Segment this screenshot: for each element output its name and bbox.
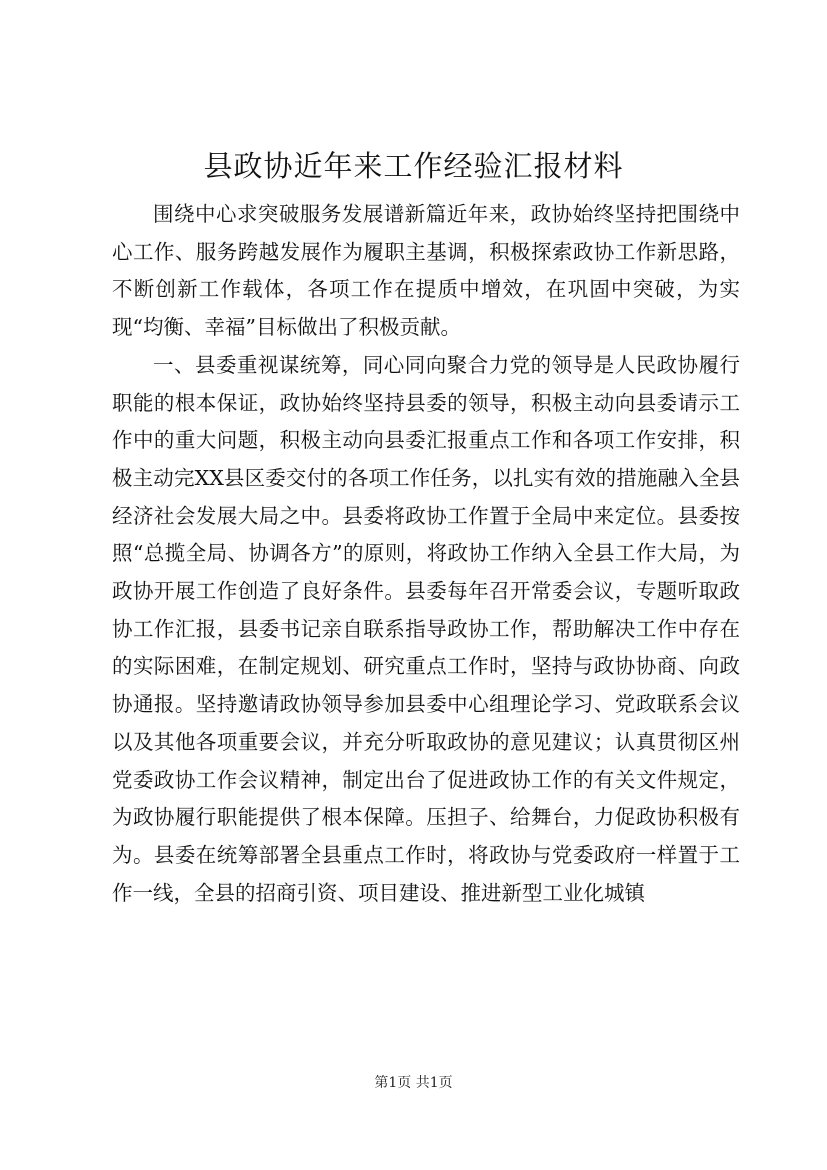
paragraph-1: 围绕中心求突破服务发展谱新篇近年来，政协始终坚持把围绕中心工作、服务跨越发展作为履职主基调，积极探索政协工作新思路，不断创新工作载体，各项工作在提质中增效，在巩固中突破，为实现“均衡、幸福”目标做出了积极贡献。 bbox=[112, 202, 740, 340]
document-body bbox=[112, 196, 740, 912]
paragraph-2: 一、县委重视谋统筹，同心同向聚合力党的领导是人民政协履行职能的根本保证，政协始终坚持县委的领导，积极主动向县委请示工作中的重大问题，积极主动向县委汇报重点工作和各项工作安排，积极主动完XX县区委交付的各项工作任务，以扎实有效的措施融入全县经济社会发展大局之中。县委将政协工作置于全局中来定位。县委按照“总揽全局、协调各方”的原则，将政协工作纳入全县工作大局，为政协开展工作创造了良好条件。县委每年召开常委会议，专题听取政协工作汇报，县委书记亲自联系指导政协工作，帮助解决工作中存在的实际困难，在制定规划、研究重点工作时，坚持与政协协商、向政协通报。坚持邀请政协领导参加县委中心组理论学习、党政联系会议以及其他各项重要会议，并充分听取政协的意见建议；认真贯彻区州党委政协工作会议精神，制定出台了促进政协工作的有关文件规定，为政协履行职能提供了根本保障。压担子、给舞台，力促政协积极有为。县委在统筹部署全县重点工作时，将政协与党委政府一样置于工作一线，全县的招商引资、项目建设、推进新型工业化城镇 bbox=[112, 352, 740, 905]
page-footer: 第1页 共1页 bbox=[374, 1075, 453, 1091]
document-title: 县政协近年来工作经验汇报材料 bbox=[203, 149, 624, 183]
